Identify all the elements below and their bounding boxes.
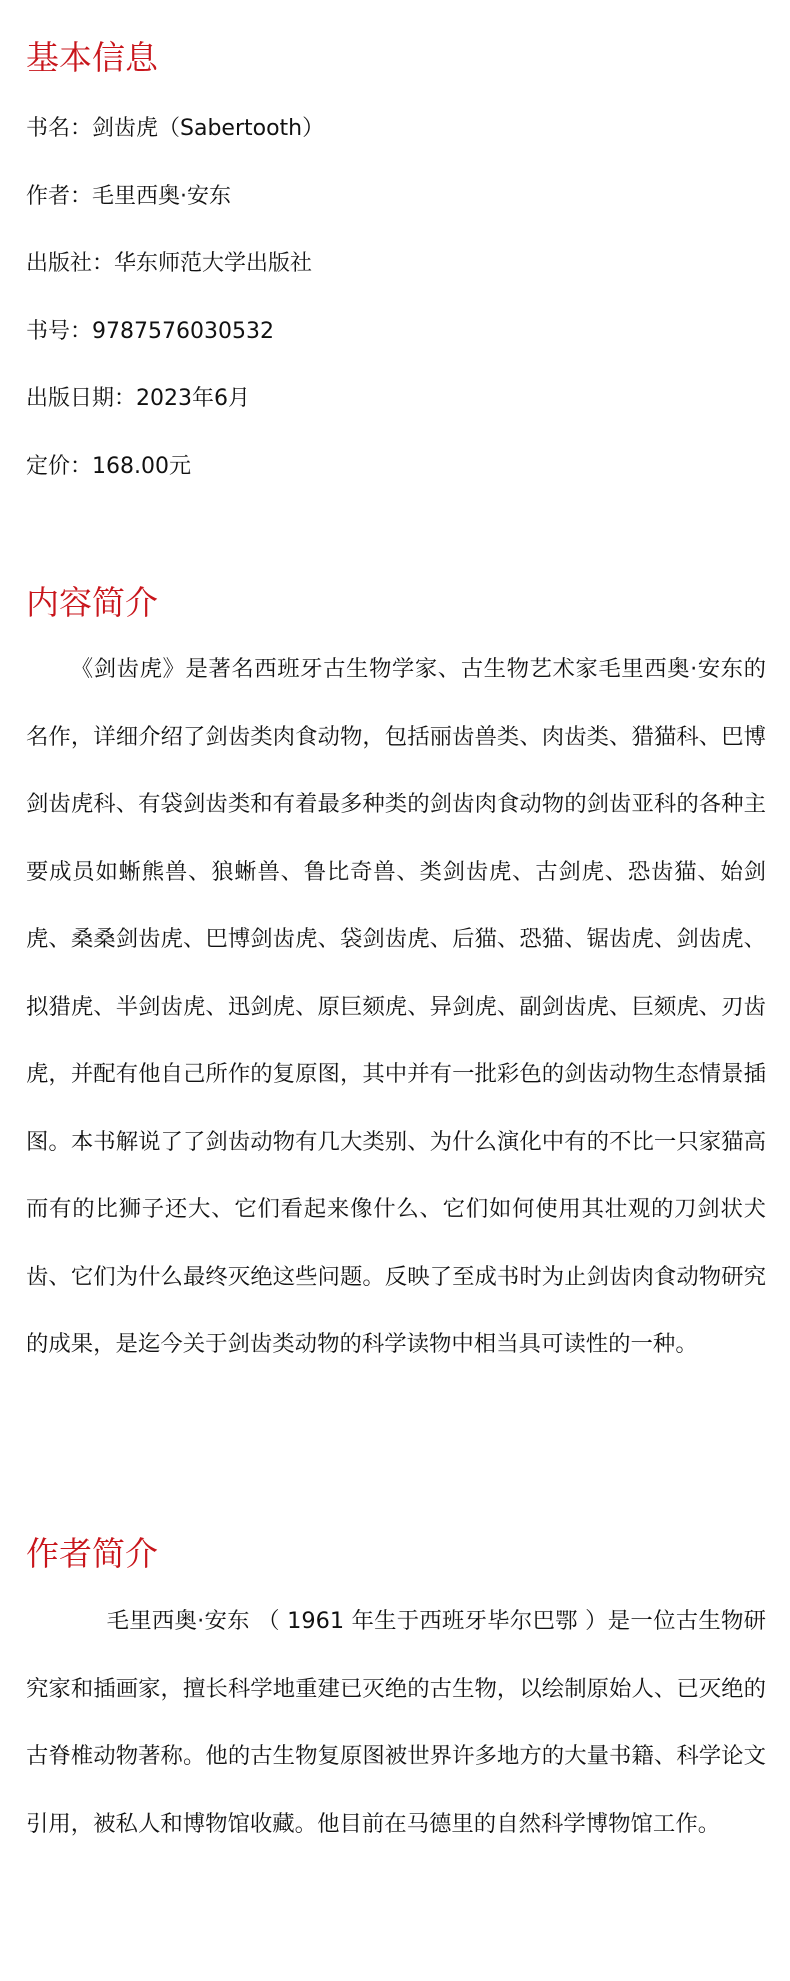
info-publish-date: 出版日期：2023年6月 [26,386,250,411]
info-publisher: 出版社：华东师范大学出版社 [26,251,313,276]
info-author: 作者：毛里西奥·安东 [26,184,231,209]
info-isbn: 书号：9787576030532 [26,319,274,344]
content-intro-paragraph: 《剑齿虎》是著名西班牙古生物学家、古生物艺术家毛里西奥·安东的名作，详细介绍了剑齿类肉食动物，包括丽齿兽类、肉齿类、猎猫科、巴博剑齿虎科、有袋剑齿类和有着最多种类的剑齿肉食动物的剑齿亚科的各种主要成员如蜥熊兽、狼蜥兽、鲁比奇兽、类剑齿虎、古剑虎、恐齿猫、始剑虎、桑桑剑齿虎、巴博剑齿虎、袋剑齿虎、后猫、恐猫、锯齿虎、剑齿虎、拟猎虎、半剑齿虎、迅剑虎、原巨颏虎、异剑虎、副剑齿虎、巨颏虎、刃齿虎，并配有他自己所作的复原图，其中并有一批彩色的剑齿动物生态情景插图。本书解说了了剑齿动物有几大类别、为什么演化中有的不比一只家猫高而有的比狮子还大、它们看起来像什么、它们如何使用其壮观的刀剑状犬齿、它们为什么最终灭绝这些问题。反映了至成书时为止剑齿肉食动物研究的成果，是迄今关于剑齿类动物的科学读物中相当具可读性的一种。 [26,656,766,1357]
info-price: 定价：168.00元 [26,454,191,479]
info-book-title: 书名：剑齿虎（Sabertooth） [26,116,325,141]
content-intro-heading: 内容简介 [26,583,158,622]
author-intro-paragraph: 毛里西奥·安东 （ 1961 年生于西班牙毕尔巴鄂 ）是一位古生物研究家和插画家，擅长科学地重建已灭绝的古生物，以绘制原始人、已灭绝的古脊椎动物著称。他的古生物复原图被世界许多地方的大量书籍、科学论文引用，被私人和博物馆收藏。他目前在马德里的自然科学博物馆工作。 [26,1608,766,1837]
author-intro-heading: 作者简介 [26,1534,158,1573]
basic-info-heading: 基本信息 [26,38,158,77]
